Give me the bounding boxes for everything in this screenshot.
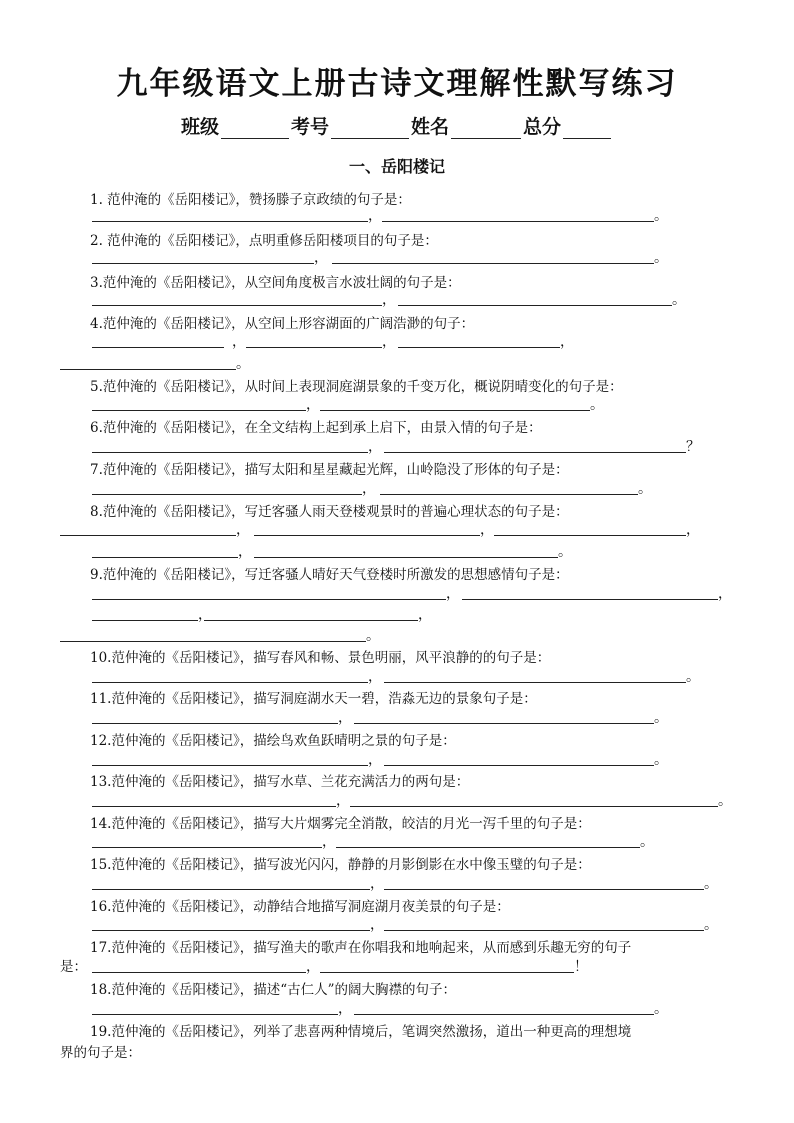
question-12: 12.范仲淹的《岳阳楼记》，描绘鸟欢鱼跃晴明之景的句子是： bbox=[90, 733, 456, 749]
punct-period: 。 bbox=[558, 544, 572, 560]
punct-comma: ， bbox=[382, 292, 396, 308]
punct-period: 。 bbox=[590, 397, 604, 413]
question-5: 5.范仲淹的《岳阳楼记》，从时间上表现洞庭湖景象的千变万化，概说阴晴变化的句子是： bbox=[90, 379, 623, 395]
answer-blank[interactable] bbox=[384, 452, 686, 453]
punct-comma: ， bbox=[418, 607, 432, 623]
question-6: 6.范仲淹的《岳阳楼记》，在全文结构上起到承上启下，由景入情的句子是： bbox=[90, 420, 542, 436]
answer-row-15 bbox=[0, 872, 794, 890]
punct-period: 。 bbox=[654, 250, 668, 266]
answer-blank[interactable] bbox=[320, 972, 574, 973]
answer-row-17 bbox=[0, 955, 794, 973]
punct-comma: ， bbox=[718, 586, 732, 602]
answer-blank[interactable] bbox=[92, 972, 306, 973]
section-title: 一、岳阳楼记 bbox=[348, 157, 445, 176]
punct-question: ？ bbox=[686, 439, 700, 455]
name-field[interactable] bbox=[451, 118, 521, 139]
answer-blank[interactable] bbox=[60, 535, 236, 536]
punct-comma: ， bbox=[368, 439, 382, 455]
answer-blank[interactable] bbox=[398, 305, 672, 306]
punct-comma: ， bbox=[368, 208, 382, 224]
question-17: 17.范仲淹的《岳阳楼记》，描写渔夫的歌声在你唱我和地响起来，从而感到乐趣无穷的句子 bbox=[90, 940, 632, 956]
answer-blank[interactable] bbox=[92, 221, 368, 222]
punct-comma: ， bbox=[238, 544, 252, 560]
answer-blank[interactable] bbox=[92, 723, 338, 724]
answer-blank[interactable] bbox=[92, 347, 224, 348]
answer-blank[interactable] bbox=[332, 263, 654, 264]
answer-blank[interactable] bbox=[92, 889, 370, 890]
punct-comma: ， bbox=[338, 710, 352, 726]
answer-blank[interactable] bbox=[60, 641, 366, 642]
answer-blank[interactable] bbox=[92, 847, 322, 848]
score-field[interactable] bbox=[563, 118, 611, 139]
punct-comma: ， bbox=[368, 752, 382, 768]
punct-comma: ， bbox=[306, 959, 320, 975]
answer-blank[interactable] bbox=[92, 494, 362, 495]
punct-exclaim: ！ bbox=[574, 959, 588, 975]
answer-blank[interactable] bbox=[384, 930, 704, 931]
question-14: 14.范仲淹的《岳阳楼记》，描写大片烟雾完全消散，皎洁的月光一泻千里的句子是： bbox=[90, 816, 591, 832]
question-15: 15.范仲淹的《岳阳楼记》，描写波光闪闪，静静的月影倒影在水中像玉璧的句子是： bbox=[90, 857, 591, 873]
question-7: 7.范仲淹的《岳阳楼记》，描写太阳和星星藏起光辉，山岭隐没了形体的句子是： bbox=[90, 462, 569, 478]
punct-period: 。 bbox=[704, 917, 718, 933]
class-field[interactable] bbox=[221, 118, 289, 139]
score-label: 总分 bbox=[523, 116, 562, 138]
question-13: 13.范仲淹的《岳阳楼记》，描写水草、兰花充满活力的两句是： bbox=[90, 774, 470, 790]
punct-comma: ， bbox=[686, 522, 700, 538]
question-16: 16.范仲淹的《岳阳楼记》，动静结合地描写洞庭湖月夜美景的句子是： bbox=[90, 899, 510, 915]
punct-comma: ， bbox=[480, 522, 494, 538]
answer-blank[interactable] bbox=[60, 369, 236, 370]
answer-blank[interactable] bbox=[384, 765, 654, 766]
answer-row-16 bbox=[0, 913, 794, 931]
punct-period: 。 bbox=[686, 669, 700, 685]
answer-blank[interactable] bbox=[92, 452, 368, 453]
answer-row-4a bbox=[0, 330, 794, 348]
answer-blank[interactable] bbox=[92, 620, 198, 621]
exam-no-label: 考号 bbox=[290, 116, 329, 138]
exam-no-field[interactable] bbox=[331, 118, 409, 139]
answer-row-14 bbox=[0, 830, 794, 848]
answer-row-12 bbox=[0, 748, 794, 766]
answer-row-8a bbox=[0, 518, 794, 536]
punct-comma: ， bbox=[446, 586, 460, 602]
answer-row-7 bbox=[0, 477, 794, 495]
question-18: 18.范仲淹的《岳阳楼记》，描述“古仁人”的阔大胸襟的句子： bbox=[90, 982, 457, 998]
punct-period: 。 bbox=[654, 208, 668, 224]
punct-period: 。 bbox=[718, 793, 732, 809]
question-2: 2. 范仲淹的《岳阳楼记》，点明重修岳阳楼项目的句子是： bbox=[90, 233, 438, 249]
name-label: 姓名 bbox=[411, 116, 450, 138]
answer-blank[interactable] bbox=[92, 557, 238, 558]
question-1: 1. 范仲淹的《岳阳楼记》，赞扬滕子京政绩的句子是： bbox=[90, 192, 411, 208]
answer-blank[interactable] bbox=[204, 620, 418, 621]
answer-row-9b bbox=[0, 603, 794, 621]
punct-period: 。 bbox=[654, 710, 668, 726]
question-10: 10.范仲淹的《岳阳楼记》，描写春风和畅、景色明丽，风平浪静的的句子是： bbox=[90, 650, 551, 666]
punct-comma: ， bbox=[368, 669, 382, 685]
punct-comma: ， bbox=[362, 481, 376, 497]
answer-blank[interactable] bbox=[354, 1014, 654, 1015]
question-9: 9.范仲淹的《岳阳楼记》，写迁客骚人晴好天气登楼时所激发的思想感情句子是： bbox=[90, 567, 569, 583]
question-3: 3.范仲淹的《岳阳楼记》，从空间角度极言水波壮阔的句子是： bbox=[90, 275, 461, 291]
answer-row-9a bbox=[0, 582, 794, 600]
answer-blank[interactable] bbox=[350, 806, 718, 807]
answer-blank[interactable] bbox=[92, 1014, 338, 1015]
answer-blank[interactable] bbox=[92, 682, 368, 683]
question-4: 4.范仲淹的《岳阳楼记》，从空间上形容湖面的广阔浩渺的句子： bbox=[90, 316, 475, 332]
answer-blank[interactable] bbox=[92, 410, 306, 411]
punct-comma: ， bbox=[370, 876, 384, 892]
answer-blank[interactable] bbox=[398, 347, 560, 348]
answer-blank[interactable] bbox=[92, 305, 382, 306]
answer-blank[interactable] bbox=[462, 599, 718, 600]
answer-blank[interactable] bbox=[254, 535, 480, 536]
punct-comma: ， bbox=[232, 334, 246, 350]
page-title: 九年级语文上册古诗文理解性默写练习 bbox=[116, 66, 678, 102]
question-19-cont: 界的句子是： bbox=[60, 1045, 141, 1061]
punct-comma: ， bbox=[322, 834, 336, 850]
answer-blank[interactable] bbox=[254, 557, 558, 558]
punct-comma: ， bbox=[336, 793, 350, 809]
answer-blank[interactable] bbox=[494, 535, 686, 536]
answer-row-9c bbox=[0, 624, 794, 642]
question-8: 8.范仲淹的《岳阳楼记》，写迁客骚人雨天登楼观景时的普遍心理状态的句子是： bbox=[90, 504, 569, 520]
punct-comma: ， bbox=[382, 334, 396, 350]
punct-period: 。 bbox=[640, 834, 654, 850]
answer-blank[interactable] bbox=[92, 599, 446, 600]
answer-blank[interactable] bbox=[92, 765, 368, 766]
class-label: 班级 bbox=[180, 116, 219, 138]
punct-comma: ， bbox=[306, 397, 320, 413]
answer-row-6 bbox=[0, 435, 794, 453]
answer-blank[interactable] bbox=[380, 494, 638, 495]
punct-period: 。 bbox=[704, 876, 718, 892]
answer-row-1 bbox=[0, 204, 794, 222]
answer-blank[interactable] bbox=[92, 806, 336, 807]
punct-period: 。 bbox=[638, 481, 652, 497]
answer-blank[interactable] bbox=[384, 889, 704, 890]
answer-row-11 bbox=[0, 706, 794, 724]
punct-comma: ， bbox=[370, 917, 384, 933]
answer-blank[interactable] bbox=[384, 682, 686, 683]
answer-blank[interactable] bbox=[320, 410, 590, 411]
answer-blank[interactable] bbox=[246, 347, 382, 348]
answer-blank[interactable] bbox=[382, 221, 654, 222]
punct-comma: ， bbox=[338, 1001, 352, 1017]
punct-period: 。 bbox=[672, 292, 686, 308]
answer-row-2 bbox=[0, 246, 794, 264]
answer-row-8b bbox=[0, 540, 794, 558]
punct-comma: ， bbox=[560, 334, 574, 350]
punct-period: 。 bbox=[654, 752, 668, 768]
answer-blank[interactable] bbox=[354, 723, 654, 724]
answer-row-3 bbox=[0, 288, 794, 306]
punct-comma: ， bbox=[236, 522, 250, 538]
punct-comma: ， bbox=[198, 607, 212, 623]
punct-period: 。 bbox=[236, 356, 250, 372]
punct-comma: ， bbox=[314, 250, 328, 266]
answer-row-5 bbox=[0, 393, 794, 411]
punct-period: 。 bbox=[654, 1001, 668, 1017]
answer-blank[interactable] bbox=[92, 263, 314, 264]
answer-row-10 bbox=[0, 665, 794, 683]
question-19: 19.范仲淹的《岳阳楼记》，列举了悲喜两种情境后，笔调突然激扬，道出一种更高的理想境 bbox=[90, 1024, 632, 1040]
answer-row-18 bbox=[0, 997, 794, 1015]
answer-row-13 bbox=[0, 789, 794, 807]
answer-row-4b bbox=[0, 352, 794, 370]
answer-blank[interactable] bbox=[92, 930, 370, 931]
question-17-cont: 是： bbox=[60, 959, 87, 975]
punct-period: 。 bbox=[366, 628, 380, 644]
question-11: 11.范仲淹的《岳阳楼记》，描写洞庭湖水天一碧，浩淼无边的景象句子是： bbox=[90, 691, 537, 707]
student-info-line bbox=[0, 112, 794, 139]
answer-blank[interactable] bbox=[336, 847, 640, 848]
